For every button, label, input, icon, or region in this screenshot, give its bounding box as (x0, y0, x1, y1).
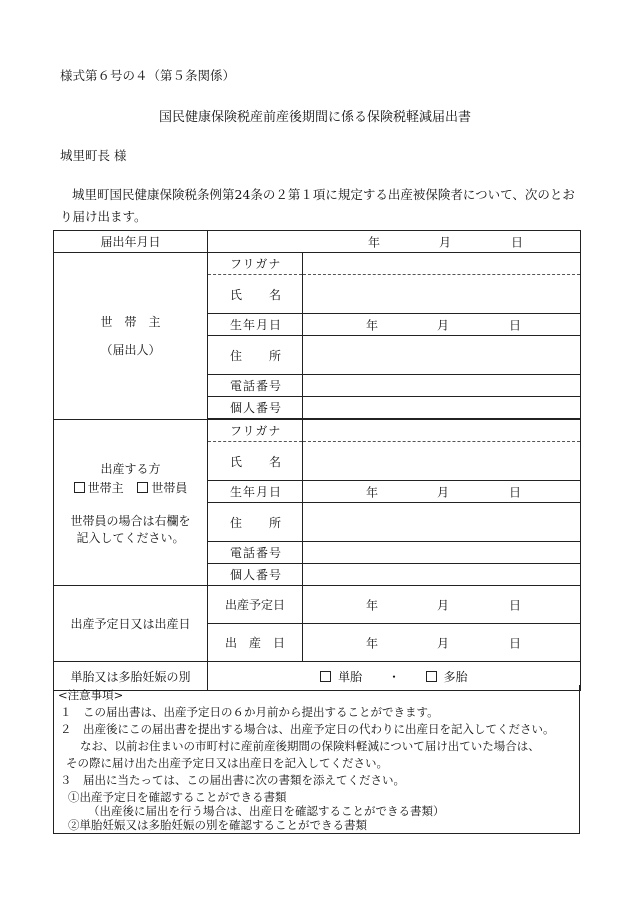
birth-person-note-1: 世帯員の場合は右欄を (70, 513, 191, 528)
form-number: 様式第６号の４（第５条関係） (60, 68, 236, 83)
expected-date-label: 出産予定日 (208, 586, 303, 624)
household-head-sublabel: （届出人） (100, 343, 161, 357)
date-year-unit: 年 (366, 485, 379, 499)
date-month-unit: 月 (437, 636, 450, 650)
date-day-unit: 日 (509, 636, 522, 650)
note-2b: なお、以前お住まいの市町村に産前産後期間の保険料軽減について届け出ていた場合は、 (80, 739, 540, 753)
date-day-unit: 日 (509, 598, 522, 612)
date-month-unit: 月 (439, 235, 452, 249)
bp-phone-label: 電話番号 (208, 542, 303, 564)
notes-box (53, 685, 580, 834)
hh-birthdate-label: 生年月日 (208, 314, 303, 336)
checkbox-icon (320, 671, 331, 682)
household-head-label: 世 帯 主 (100, 315, 161, 329)
option-member-label: 世帯員 (151, 480, 188, 495)
date-day-unit: 日 (511, 235, 524, 249)
checkbox-icon (137, 482, 148, 493)
document-title: 国民健康保険税産前産後期間に係る保険税軽減届出書 (158, 110, 471, 125)
option-separator: ・ (387, 669, 400, 684)
checkbox-icon (426, 671, 437, 682)
bp-furigana-input[interactable] (303, 420, 581, 442)
note-1: １ この届出書は、出産予定日の６か月前から提出することができます。 (60, 705, 439, 719)
note-2c: その際に届け出た出産予定日又は出産日を記入してください。 (66, 756, 388, 770)
checkbox-icon (74, 482, 85, 493)
actual-date-label: 出 産 日 (208, 624, 303, 662)
hh-personal-number-input[interactable] (303, 397, 581, 419)
submission-date-row (54, 231, 581, 253)
bp-personal-number-input[interactable] (303, 564, 581, 586)
birth-person-section (54, 420, 208, 586)
birth-date-label: 出産予定日又は出産日 (54, 586, 208, 662)
hh-address-input[interactable] (303, 336, 581, 375)
date-year-unit: 年 (366, 318, 379, 332)
date-month-unit: 月 (437, 598, 450, 612)
multiple-pregnancy-label: 多胎 (443, 669, 468, 684)
notes-heading: <注意事項> (58, 688, 124, 702)
option-head-label: 世帯主 (87, 480, 124, 495)
bp-name-label: 氏 名 (208, 442, 303, 481)
bp-birthdate-label: 生年月日 (208, 481, 303, 503)
date-month-unit: 月 (437, 485, 450, 499)
hh-phone-input[interactable] (303, 375, 581, 397)
addressee: 城里町長 様 (60, 148, 127, 163)
actual-date-input[interactable] (303, 624, 581, 662)
date-day-unit: 日 (509, 318, 522, 332)
hh-furigana-label: フリガナ (208, 253, 303, 275)
bp-birthdate-input[interactable] (303, 481, 581, 503)
note-3a2: （出産後に届出を行う場合は、出産日を確認することができる書類） (88, 804, 445, 818)
submission-date-field[interactable] (208, 231, 581, 253)
note-3b: ②単胎妊娠又は多胎妊娠の別を確認することができる書類 (68, 818, 367, 832)
birth-person-label: 出産する方 (100, 461, 161, 476)
multiple-pregnancy-checkbox[interactable] (426, 670, 468, 684)
hh-phone-label: 電話番号 (208, 375, 303, 397)
date-month-unit: 月 (437, 318, 450, 332)
option-head-checkbox[interactable] (74, 481, 124, 495)
hh-name-label: 氏 名 (208, 275, 303, 314)
birth-person-note-2: 記入してください。 (76, 530, 185, 545)
bp-furigana-label: フリガナ (208, 420, 303, 442)
household-head-section (54, 253, 208, 420)
hh-birthdate-input[interactable] (303, 314, 581, 336)
note-3: ３ 届出に当たっては、この届出書に次の書類を添えてください。 (60, 773, 405, 787)
hh-personal-number-label: 個人番号 (208, 397, 303, 419)
birth-person-options (54, 479, 207, 496)
note-2: ２ 出産後にこの届出書を提出する場合は、出産予定日の代わりに出産日を記入してください。 (60, 722, 555, 736)
hh-name-input[interactable] (303, 275, 581, 314)
date-year-unit: 年 (368, 235, 381, 249)
bp-address-label: 住 所 (208, 503, 303, 542)
bp-name-input[interactable] (303, 442, 581, 481)
pregnancy-type-label: 単胎又は多胎妊娠の別 (54, 662, 208, 691)
date-year-unit: 年 (366, 598, 379, 612)
note-3a: ①出産予定日を確認することができる書類 (68, 790, 287, 804)
intro-paragraph: 城里町国民健康保険税条例第24条の２第１項に規定する出産被保険者について、次のとおり届け出ます。 (60, 187, 575, 224)
date-day-unit: 日 (509, 485, 522, 499)
hh-furigana-input[interactable] (303, 253, 581, 275)
bp-address-input[interactable] (303, 503, 581, 542)
expected-date-input[interactable] (303, 586, 581, 624)
bp-personal-number-label: 個人番号 (208, 564, 303, 586)
option-member-checkbox[interactable] (137, 481, 187, 495)
application-form-table (53, 230, 581, 691)
single-pregnancy-checkbox[interactable] (320, 670, 362, 684)
date-year-unit: 年 (366, 636, 379, 650)
submission-date-label: 届出年月日 (54, 231, 208, 253)
bp-phone-input[interactable] (303, 542, 581, 564)
hh-address-label: 住 所 (208, 336, 303, 375)
single-pregnancy-label: 単胎 (338, 669, 363, 684)
